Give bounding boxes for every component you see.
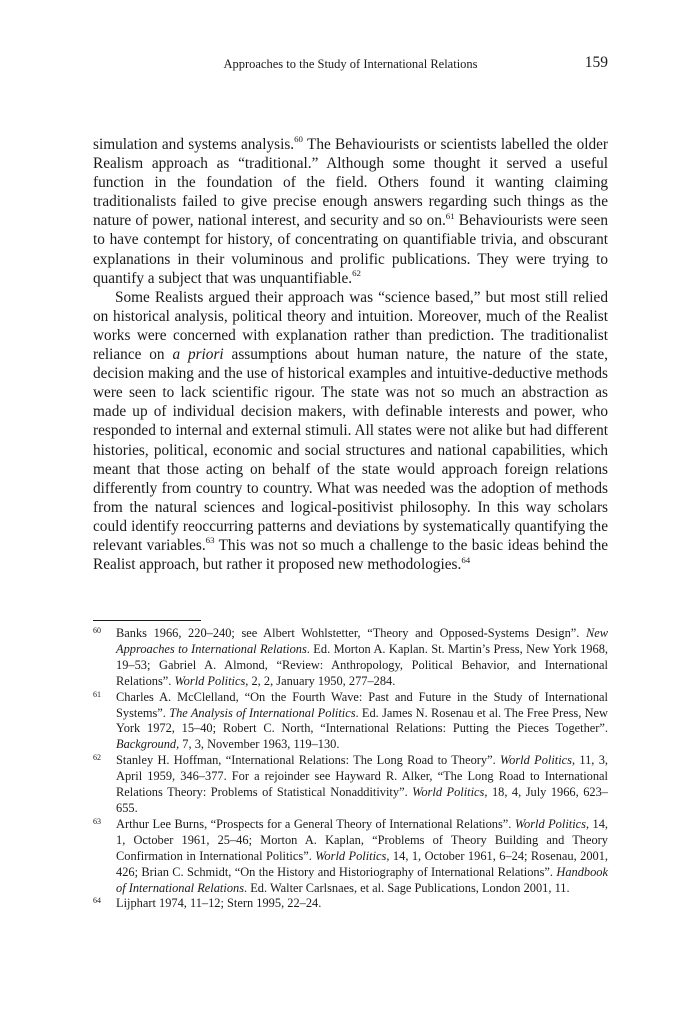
italic-text: Background,: [116, 737, 180, 752]
footnote-number: 64: [93, 896, 101, 906]
italic-text: World Politics,: [514, 816, 590, 831]
footnote-number: 63: [93, 816, 101, 826]
text-run: The Behaviourists or scientists labelled the older Realism approach as “traditional.” Although some thought it served a useful function in the foundation of the field. Others found it wanting claiming traditionalists failed to give precise enough answers regarding such things as the nature of power, national interest, and security and so on.: [93, 136, 609, 230]
text-run: Lijphart 1974, 11–12; Stern 1995, 22–24.: [116, 896, 322, 911]
italic-text: a priori: [172, 346, 224, 364]
footnotes: [93, 626, 608, 912]
footnote-text: [116, 817, 608, 897]
text-run: . Ed. Walter Carlsnaes, et al. Sage Publications, London 2001, 11.: [244, 880, 570, 895]
text-run: Stanley H. Hoffman, “International Relations: The Long Road to Theory”.: [116, 753, 500, 768]
italic-text: World Politics,: [315, 848, 390, 863]
text-run: 2, 2, January 1950, 277–284.: [248, 673, 396, 688]
paragraph-1: [93, 135, 608, 288]
footnote: [93, 817, 608, 897]
footnote: [93, 753, 608, 817]
running-title: Approaches to the Study of International Relations: [223, 57, 478, 71]
footnote-text: [116, 896, 608, 912]
text-run: 14, 1, October 1961, 6–24; Rosenau, 2001, 426; Brian C. Schmidt, “On the History and Historiography of International Relations”.: [116, 848, 609, 879]
text-run: 18, 4, July 1966, 623–655.: [116, 785, 608, 815]
text-run: . Ed. Morton A. Kaplan. St. Martin’s Press, New York 1968, 19–53; Gabriel A. Almond, “Review: Anthropology, Political Behavior, and International Relations”.: [116, 641, 608, 688]
footnote-text: [116, 626, 608, 690]
italic-text: World Politics,: [174, 673, 249, 688]
footnote-text: [116, 753, 608, 817]
footnote-reference: 62: [352, 268, 361, 279]
italic-text: The Analysis of International Politics: [169, 705, 356, 720]
text-run: simulation and systems analysis.: [93, 136, 295, 153]
footnote-number: 62: [93, 753, 101, 763]
text-run: 11, 3, April 1959, 346–377. For a rejoinder see Hayward R. Alker, “The Long Road to International Relations Theory: Problems of Statistical Nonadditivity”.: [116, 753, 608, 800]
text-run: Banks 1966, 220–240; see Albert Wohlstetter, “Theory and Opposed-Systems Design”.: [116, 626, 586, 640]
text-run: This was not so much a challenge to the basic ideas behind the Realist approach, but rather it proposed new methodologies.: [93, 536, 609, 574]
italic-text: World Politics,: [412, 785, 488, 800]
text-run: Charles A. McClelland, “On the Fourth Wave: Past and Future in the Study of International Systems”.: [116, 689, 608, 720]
footnote: [93, 896, 608, 912]
italic-text: Handbook of International Relations: [116, 864, 608, 895]
footnote-reference: 61: [445, 210, 455, 221]
text-run: 7, 3, November 1963, 119–130.: [179, 737, 340, 752]
text-run: Some Realists argued their approach was “science based,” but most still relied on historical analysis, political theory and intuition. Moreover, much of the Realist works were concerned with explanation rather than prediction. The traditionalist reliance on: [93, 288, 608, 364]
running-head: [93, 55, 608, 75]
text-run: Arthur Lee Burns, “Prospects for a General Theory of International Relations”.: [116, 816, 515, 831]
footnote: [93, 626, 608, 690]
paragraph-2: [93, 288, 608, 574]
text-run: . Ed. James N. Rosenau et al. The Free Press, New York 1972, 15–40; Robert C. North, “International Relations: Putting the Pieces Together”.: [116, 705, 608, 736]
footnote-text: [116, 690, 608, 754]
text-run: assumptions about human nature, the nature of the state, decision making and the use of historical examples and intuitive-deductive methods were seen to lack scientific rigour. The state was not so much an abstraction as made up of individual decision makers, with definable interests and power, who responded to internal and external stimuli. All states were not alike but had different histories, political, economic and social structures and national capabilities, which meant that those acting on behalf of the state would approach foreign relations differently from country to country. What was needed was the adoption of methods from the natural sciences and logical-positivist philosophy. In this way scholars could identify reoccurring patterns and deviations by systematically quantifying the relevant variables.: [93, 346, 608, 554]
footnote: [93, 690, 608, 754]
text-run: 14, 1, October 1961, 25–46; Morton A. Kaplan, “Problems of Theory Building and Theory Confirmation in International Politics”.: [116, 816, 609, 863]
body-text: [93, 135, 608, 574]
page-number: 159: [584, 54, 608, 71]
italic-text: World Politics,: [499, 753, 576, 768]
italic-text: New Approaches to International Relations: [116, 626, 608, 656]
footnote-separator: [93, 620, 201, 621]
footnote-number: 60: [93, 626, 101, 635]
text-run: Behaviourists were seen to have contempt for history, of concentrating on quantifiable trivia, and obscurant explanations in their voluminous and prolific publications. They were trying to quantify a subject that was unquantifiable.: [93, 212, 608, 287]
footnote-number: 61: [93, 689, 101, 699]
footnote-reference: 60: [294, 134, 303, 145]
footnote-reference: 63: [205, 535, 215, 546]
footnote-reference: 64: [461, 554, 471, 565]
